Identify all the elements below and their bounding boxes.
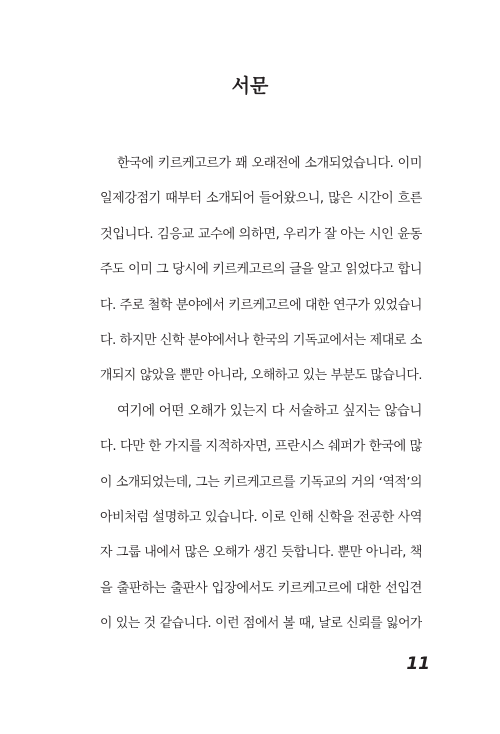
text-line: 자 그룹 내에서 많은 오해가 생긴 듯합니다. 뿐만 아니라, 책 <box>100 545 422 561</box>
text-line: 것입니다. 김응교 교수에 의하면, 우리가 잘 아는 시인 윤동 <box>100 226 422 242</box>
text-line: 개되지 않았을 뿐만 아니라, 오해하고 있는 부분도 많습니다. <box>100 368 422 384</box>
text-line: 다. 하지만 신학 분야에서나 한국의 기독교에서는 제대로 소 <box>100 332 422 348</box>
text-line: 여기에 어떤 오해가 있는지 다 서술하고 싶지는 않습니 <box>117 403 422 419</box>
text-line: 이 소개되었는데, 그는 키르케고르를 기독교의 거의 ‘역적’의 <box>100 474 422 490</box>
text-line: 다. 주로 철학 분야에서 키르케고르에 대한 연구가 있었습니 <box>100 297 422 313</box>
page-title: 서문 <box>231 75 269 97</box>
text-line: 주도 이미 그 당시에 키르케고르의 글을 알고 읽었다고 합니 <box>100 262 422 278</box>
preface-body <box>100 146 422 641</box>
text-line: 일제강점기 때부터 소개되어 들어왔으니, 많은 시간이 흐른 <box>100 191 422 207</box>
text-line: 다. 다만 한 가지를 지적하자면, 프란시스 쉐퍼가 한국에 많 <box>100 439 422 455</box>
text-line: 을 출판하는 출판사 입장에서도 키르케고르에 대한 선입견 <box>100 580 422 596</box>
page-number: 11 <box>406 654 430 674</box>
text-line: 이 있는 것 같습니다. 이런 점에서 볼 때, 날로 신뢰를 잃어가 <box>100 616 422 632</box>
text-line: 한국에 키르케고르가 꽤 오래전에 소개되었습니다. 이미 <box>117 156 422 171</box>
text-line: 아비처럼 설명하고 있습니다. 이로 인해 신학을 전공한 사역 <box>100 509 422 525</box>
